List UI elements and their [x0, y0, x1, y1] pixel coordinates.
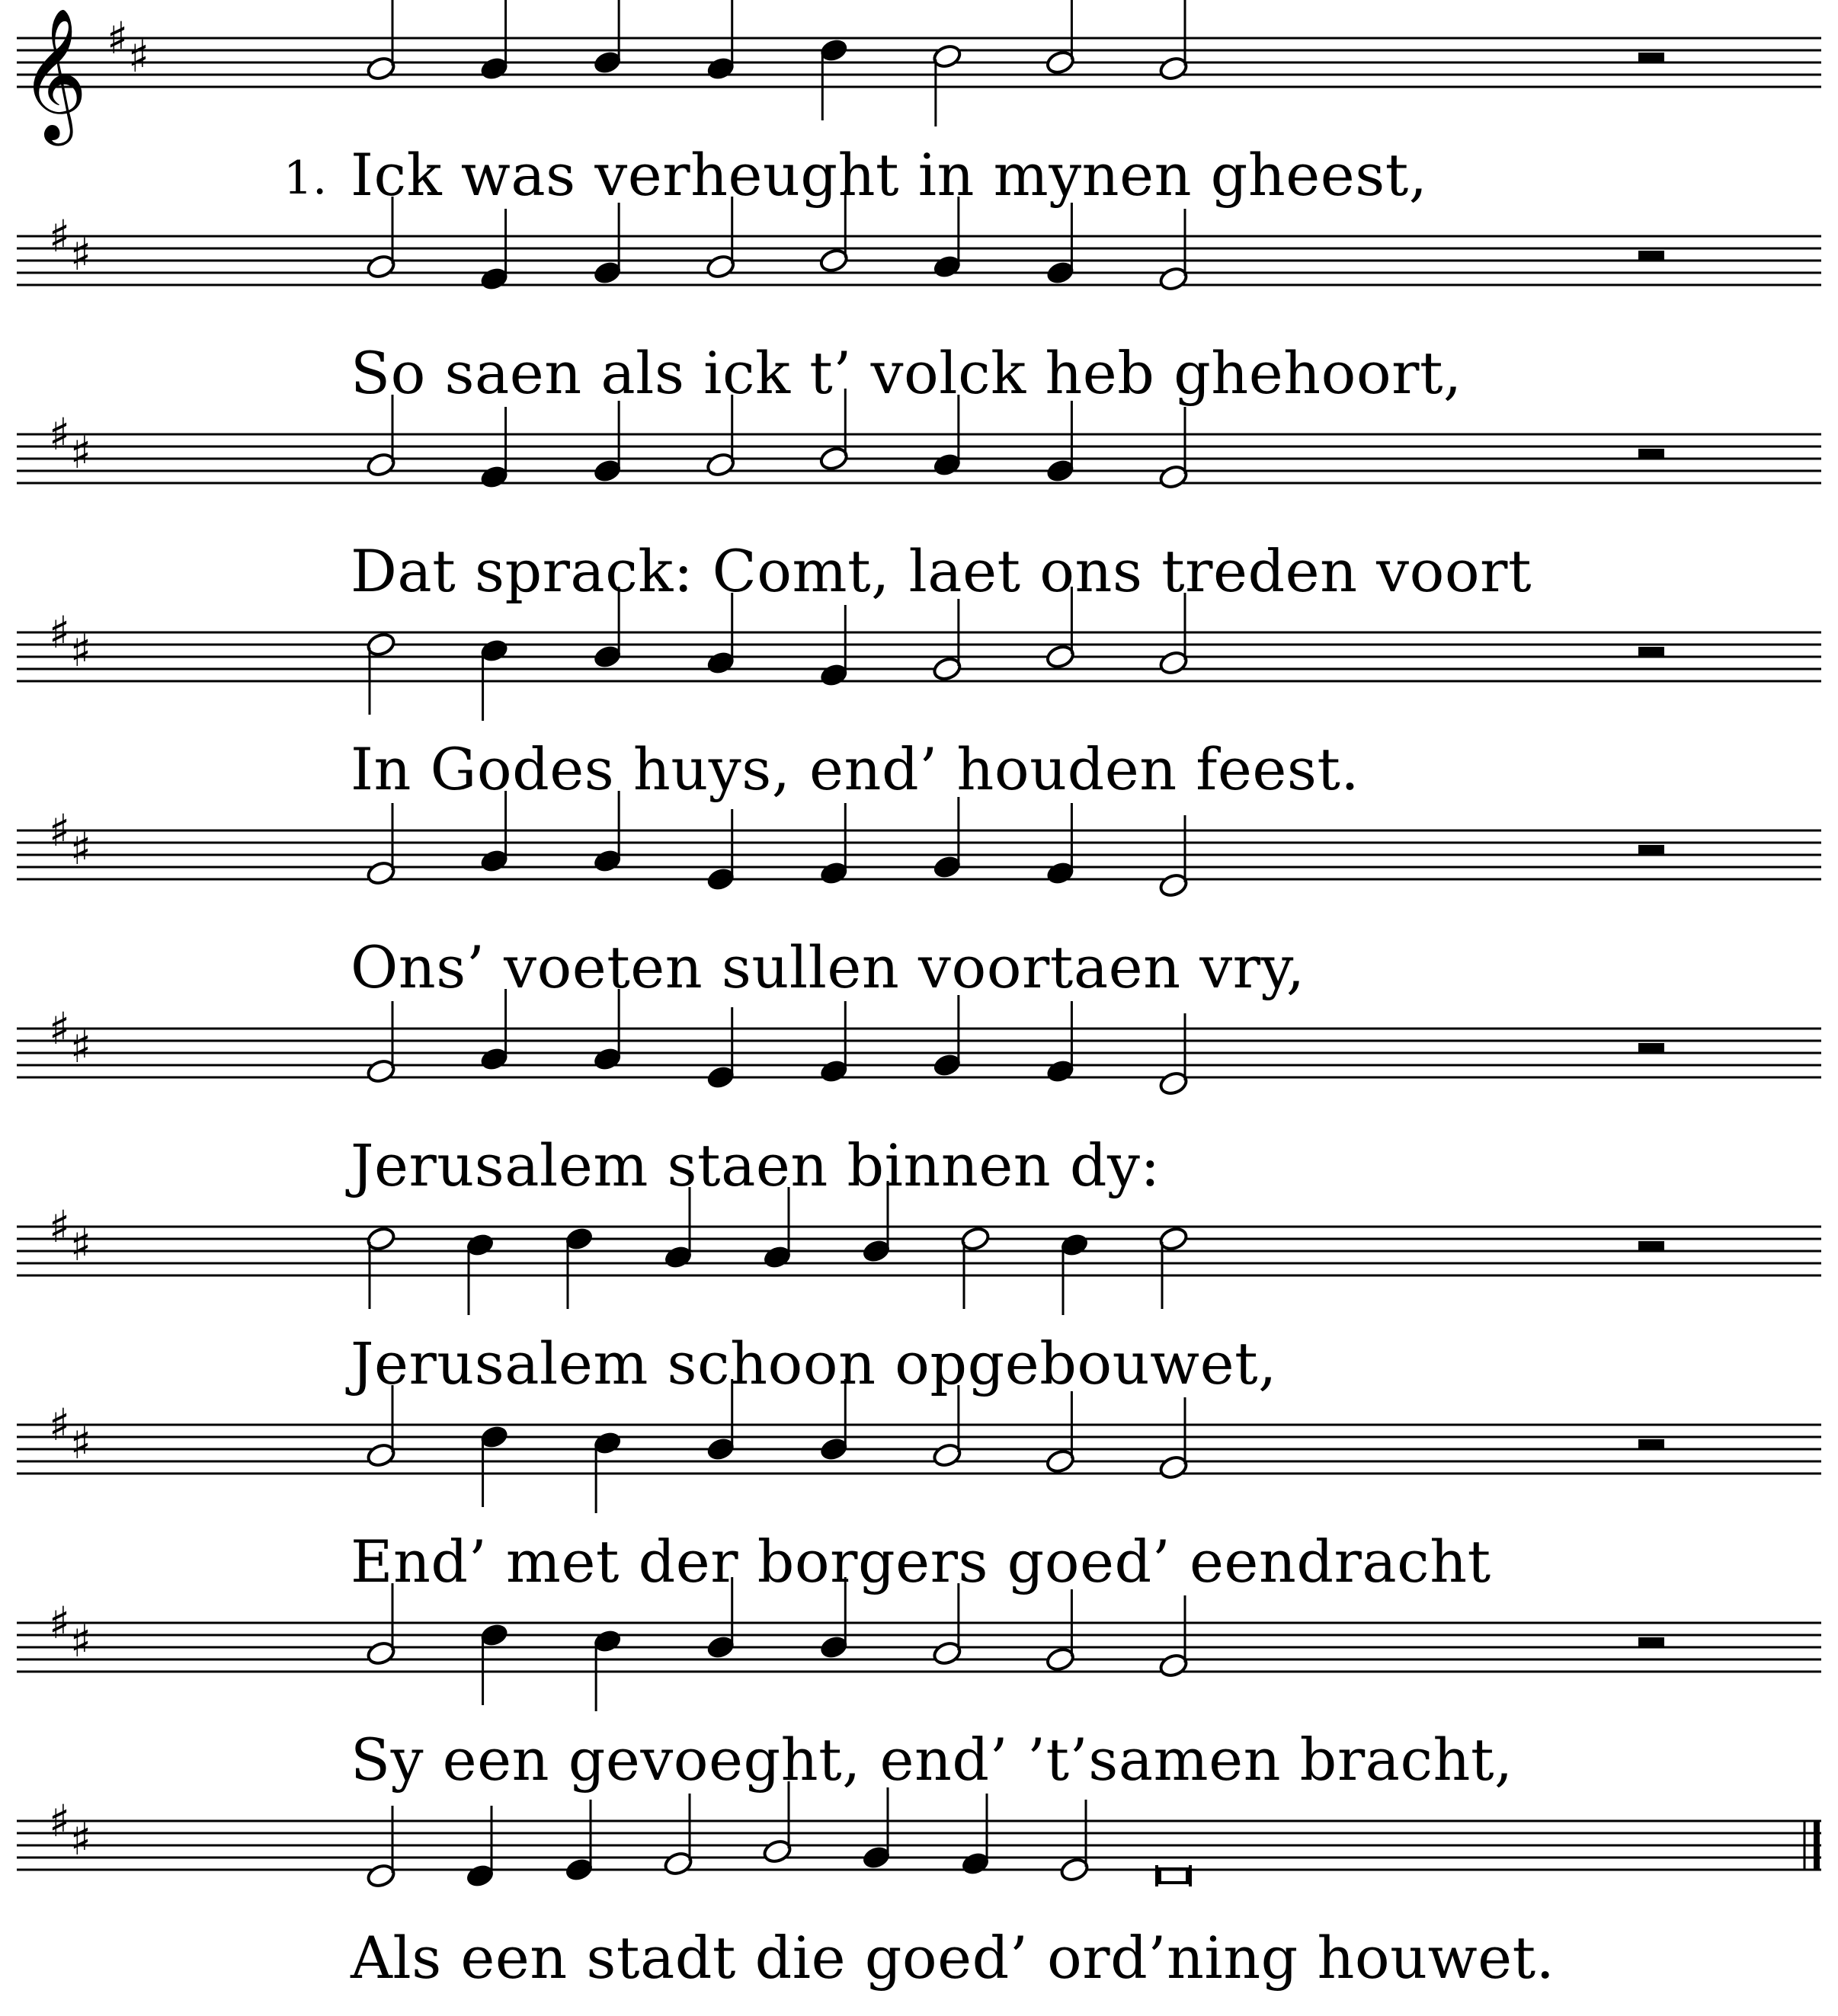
sharp-icon: ♯ — [70, 1615, 92, 1667]
sharp-icon: ♯ — [70, 229, 92, 280]
lyric-line: So saen als ick t’ volck heb ghehoort, — [351, 339, 1462, 407]
verse-number: 1. — [283, 152, 328, 205]
sharp-icon: ♯ — [49, 210, 71, 262]
lyric-line: Ons’ voeten sullen voortaen vry, — [351, 933, 1305, 1001]
lyric-line: Dat sprack: Comt, laet ons treden voort — [351, 537, 1532, 605]
sharp-icon: ♯ — [70, 1813, 92, 1865]
sharp-icon: ♯ — [49, 1399, 71, 1451]
sharp-icon: ♯ — [107, 12, 129, 64]
sharp-icon: ♯ — [70, 1219, 92, 1271]
sharp-icon: ♯ — [70, 625, 92, 677]
lyric-line: Jerusalem staen binnen dy: — [351, 1131, 1161, 1199]
sharp-icon: ♯ — [49, 805, 71, 856]
lyric-line: In Godes huys, end’ houden feest. — [351, 735, 1360, 803]
sharp-icon: ♯ — [70, 823, 92, 875]
sharp-icon: ♯ — [49, 1003, 71, 1054]
sharp-icon: ♯ — [70, 1021, 92, 1073]
lyric-line: Sy een gevoeght, end’ ’t’samen bracht, — [351, 1726, 1513, 1794]
sharp-icon: ♯ — [49, 606, 71, 658]
sharp-icon: ♯ — [49, 1201, 71, 1253]
sharp-icon: ♯ — [49, 408, 71, 460]
sharp-icon: ♯ — [49, 1795, 71, 1847]
lyric-line: Jerusalem schoon opgebouwet, — [351, 1330, 1277, 1397]
sharp-icon: ♯ — [128, 30, 150, 82]
lyric-line: Als een stadt die goed’ ord’ning houwet. — [351, 1924, 1555, 1992]
lyric-line: Ick was verheught in mynen gheest, — [351, 141, 1428, 209]
lyric-line: End’ met der borgers goed’ eendracht — [351, 1528, 1491, 1595]
sharp-icon: ♯ — [49, 1597, 71, 1649]
sharp-icon: ♯ — [70, 427, 92, 478]
sharp-icon: ♯ — [70, 1417, 92, 1469]
treble-clef-icon: 𝄞 — [20, 8, 88, 140]
